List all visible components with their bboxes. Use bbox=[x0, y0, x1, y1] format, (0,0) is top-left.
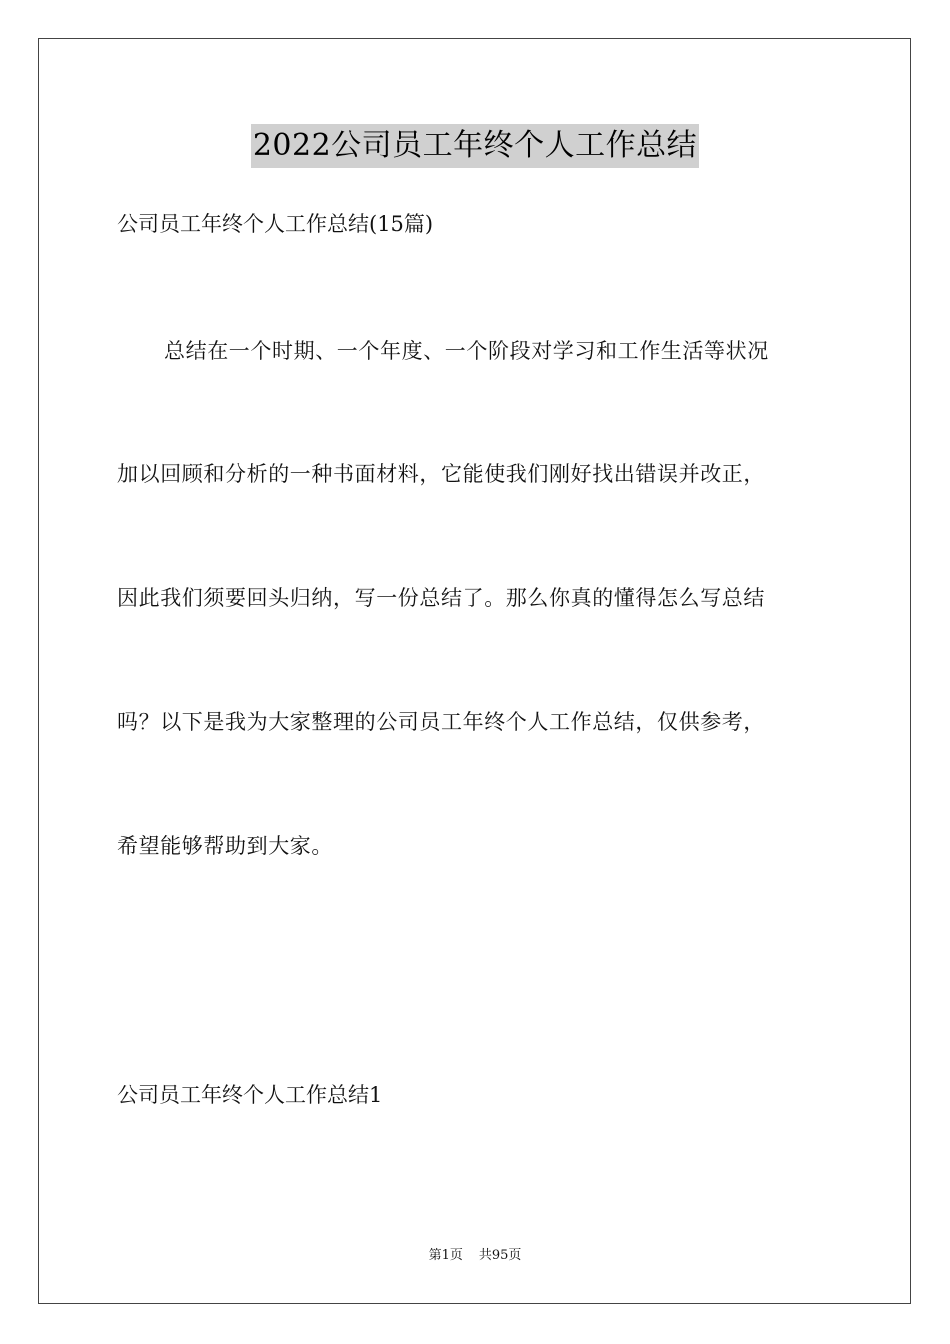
intro-line-2: 加以回顾和分析的一种书面材料，它能使我们刚好找出错误并改正， bbox=[117, 462, 765, 486]
intro-line-1: 总结在一个时期、一个年度、一个阶段对学习和工作生活等状况 bbox=[164, 339, 769, 363]
document-title: 2022公司员工年终个人工作总结 bbox=[251, 124, 699, 168]
title-container bbox=[0, 124, 950, 168]
page-total-label: 共95页 bbox=[478, 1248, 522, 1263]
document-subtitle: 公司员工年终个人工作总结(15篇) bbox=[117, 212, 434, 236]
section-heading: 公司员工年终个人工作总结1 bbox=[117, 1083, 383, 1107]
intro-line-3: 因此我们须要回头归纳，写一份总结了。那么你真的懂得怎么写总结 bbox=[117, 586, 765, 610]
intro-line-4: 吗？以下是我为大家整理的公司员工年终个人工作总结，仅供参考， bbox=[117, 710, 765, 734]
page-footer bbox=[0, 1247, 950, 1265]
page-number-label: 第1页 bbox=[428, 1248, 463, 1263]
intro-line-5: 希望能够帮助到大家。 bbox=[117, 834, 333, 858]
